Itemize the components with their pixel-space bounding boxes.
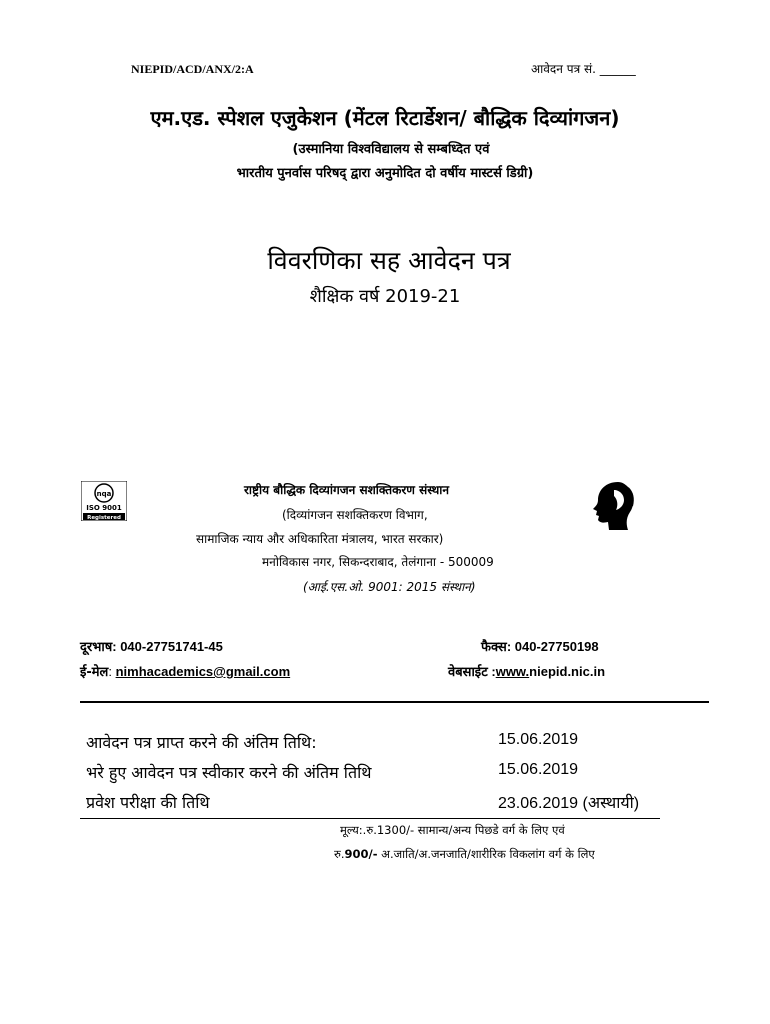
email-link[interactable]: nimhacademics@gmail.com (115, 664, 291, 679)
date-label-1: आवेदन पत्र प्राप्त करने की अंतिम तिथि: (86, 733, 317, 752)
phone-label: दूरभाष (80, 640, 113, 655)
website-link-domain[interactable]: niepid.nic.in (529, 664, 606, 679)
divider-top (80, 701, 709, 703)
date-label-2: भरे हुए आवेदन पत्र स्वीकार करने की अंतिम तिथि (86, 763, 372, 782)
iso-certification-icon (81, 481, 127, 521)
institute-line-2: सामाजिक न्याय और अधिकारिता मंत्रालय, भारत सरकार) (196, 532, 444, 546)
website-separator: : (487, 664, 496, 679)
date-value-3: 23.06.2019 (अस्थायी) (498, 795, 640, 812)
divider-bottom (80, 818, 660, 819)
application-number-label: आवेदन पत्र सं. ______ (531, 62, 636, 76)
fee-amount-reserved: 900/- (344, 847, 378, 861)
iso-logo-bottom-text: Registered (87, 515, 121, 521)
iso-logo-mid-text: ISO 9001 (86, 504, 122, 512)
institute-address: मनोविकास नगर, सिकन्दराबाद, तेलंगाना - 500009 (262, 555, 494, 569)
reference-code: NIEPID/ACD/ANX/2:A (131, 62, 254, 76)
course-title: एम.एड. स्पेशल एजुकेशन (मेंटल रिटार्डेशन/ बौद्धिक दिव्यांगजन) (150, 106, 620, 130)
date-value-1: 15.06.2019 (498, 731, 579, 748)
fee-line-general: मूल्य:.रु.1300/- सामान्य/अन्य पिछडे वर्ग के लिए एवं (340, 823, 565, 837)
institute-iso-line: (आई.एस.ओ. 9001: 2015 संस्थान) (303, 580, 476, 594)
email-separator: : (108, 664, 116, 679)
fax-number: : 040-27750198 (506, 639, 599, 654)
head-silhouette-icon (588, 478, 638, 534)
date-value-2: 15.06.2019 (498, 761, 579, 778)
email-label: ई-मेल (80, 665, 109, 680)
academic-year: शैक्षिक वर्ष 2019-21 (309, 286, 461, 307)
email-row (80, 662, 290, 680)
institute-name: राष्ट्रीय बौद्धिक दिव्यांगजन सशक्तिकरण संस्थान (244, 483, 450, 497)
affiliation-line-2: भारतीय पुनर्वास परिषद् द्वारा अनुमोदित दो वर्षीय मास्टर्स डिग्री) (236, 166, 534, 181)
iso-9001-logo (81, 481, 127, 521)
website-link-prefix[interactable]: www. (495, 664, 530, 679)
phone-number: : 040-27751741-45 (112, 639, 223, 654)
date-label-3: प्रवेश परीक्षा की तिथि (86, 793, 210, 812)
website-row (448, 662, 605, 680)
website-label: वेबसाईट (448, 665, 488, 680)
institute-emblem (588, 478, 638, 534)
iso-logo-top-text: nqa (96, 490, 112, 498)
affiliation-line-1: (उस्मानिया विश्वविद्यालय से सम्बध्दित एवं (292, 142, 490, 157)
fee-category-reserved: अ.जाति/अ.जनजाति/शारीरिक विकलांग वर्ग के लिए (377, 847, 595, 861)
brochure-title: विवरणिका सह आवेदन पत्र (267, 246, 511, 275)
fee-currency: रु. (334, 847, 345, 861)
fax-row (481, 637, 599, 655)
institute-line-1: (दिव्यांगजन सशक्तिकरण विभाग, (282, 508, 428, 522)
fee-line-reserved (334, 847, 595, 862)
phone-row (80, 637, 223, 655)
fax-label: फैक्स (481, 640, 507, 655)
